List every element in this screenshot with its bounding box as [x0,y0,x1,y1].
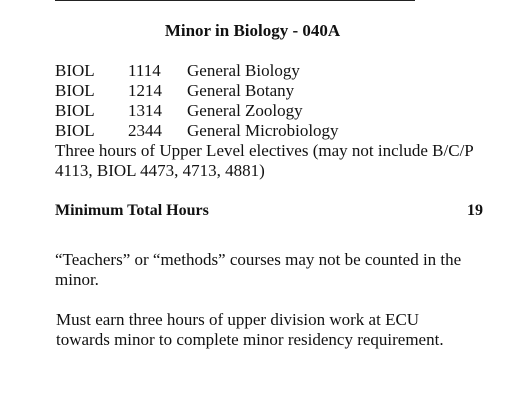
course-number: 1314 [128,101,162,120]
electives-requirement: Three hours of Upper Level electives (may not include B/C/P 4113, BIOL 4473, 4713, 4881) [55,141,474,180]
course-number: 1214 [128,81,162,100]
residency-requirement-note: Must earn three hours of upper division work at ECU towards minor to complete minor residency requirement. [56,310,444,349]
section-title: Minor in Biology - 040A [164,21,341,40]
minimum-total-hours-value: 19 [467,202,483,219]
course-dept: BIOL [55,101,95,120]
course-name: General Biology [187,61,300,80]
top-divider [55,0,415,1]
course-name: General Zoology [187,101,303,120]
course-name: General Microbiology [187,121,339,140]
course-dept: BIOL [55,81,95,100]
minimum-total-hours-label: Minimum Total Hours [55,202,209,219]
course-dept: BIOL [55,121,95,140]
teachers-methods-note: “Teachers” or “methods” courses may not be counted in the minor. [55,250,462,289]
course-number: 2344 [128,121,162,140]
course-dept: BIOL [55,61,95,80]
course-number: 1114 [128,61,161,80]
course-name: General Botany [187,81,295,100]
